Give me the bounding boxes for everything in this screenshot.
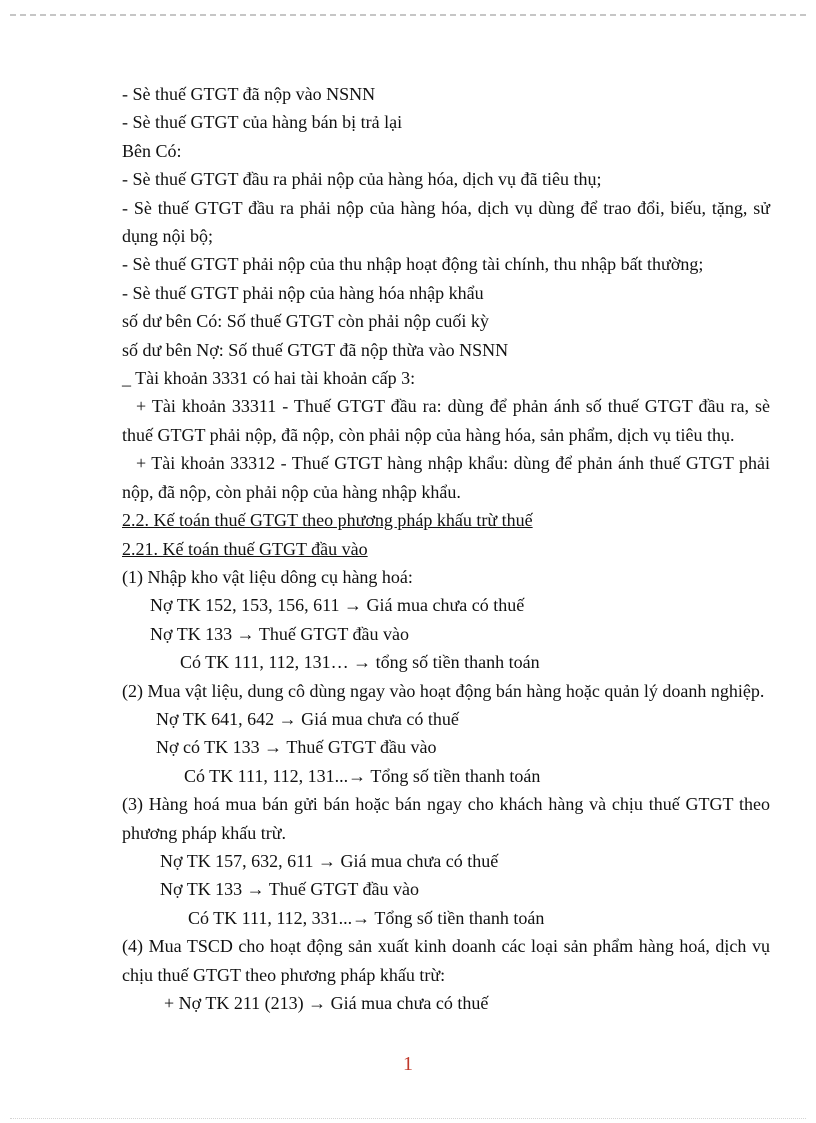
- text-paragraph: (4) Mua TSCD cho hoạt động sản xuất kinh doanh các loại sản phẩm hàng hoá, dịch vụ chịu thuế GTGT theo phương pháp khấu trừ:: [122, 936, 770, 985]
- journal-entry: Nợ TK 641, 642 → Giá mua chưa có thuế: [156, 708, 459, 729]
- text-paragraph: (2) Mua vật liệu, dung cô dùng ngay vào hoạt động bán hàng hoặc quản lý doanh nghiệp.: [122, 680, 765, 701]
- text-line: - Sè thuế GTGT đầu ra phải nộp của hàng hóa, dịch vụ đã tiêu thụ;: [122, 169, 602, 190]
- page-border-top: [10, 14, 806, 16]
- text-line: số dư bên Nợ: Số thuế GTGT đã nộp thừa vào NSNN: [122, 339, 509, 360]
- text-line: - Sè thuế GTGT phải nộp của hàng hóa nhập khẩu: [122, 282, 484, 303]
- journal-entry: Nợ TK 133 → Thuế GTGT đầu vào: [160, 879, 419, 900]
- journal-entry: + Nợ TK 211 (213) → Giá mua chưa có thuế: [164, 993, 489, 1013]
- text-line: Bên Có:: [122, 140, 182, 161]
- journal-entry: Nợ TK 157, 632, 611 → Giá mua chưa có thuế: [160, 850, 499, 871]
- page-border-bottom: [10, 1118, 806, 1119]
- journal-entry: Có TK 111, 112, 131...→ Tổng số tiền thanh toán: [184, 765, 541, 786]
- section-heading: 2.2. Kế toán thuế GTGT theo phương pháp khấu trừ thuế: [122, 510, 533, 531]
- journal-entry: Nợ có TK 133 → Thuế GTGT đầu vào: [156, 737, 437, 758]
- journal-entry: Có TK 111, 112, 131… → tổng số tiền thanh toán: [180, 652, 540, 673]
- document-body: [122, 80, 770, 1017]
- text-line: (1) Nhập kho vật liệu dông cụ hàng hoá:: [122, 566, 413, 587]
- subsection-heading: 2.21. Kế toán thuế GTGT đầu vào: [122, 538, 368, 559]
- journal-entry: Có TK 111, 112, 331...→ Tổng số tiền thanh toán: [188, 907, 545, 928]
- text-paragraph: - Sè thuế GTGT đầu ra phải nộp của hàng hóa, dịch vụ dùng để trao đổi, biếu, tặng, sử dụng nội bộ;: [122, 197, 770, 247]
- text-line: - Sè thuế GTGT đã nộp vào NSNN: [122, 84, 376, 104]
- text-line: - Sè thuế GTGT của hàng bán bị trả lại: [122, 112, 403, 133]
- text-line: số dư bên Có: Số thuế GTGT còn phải nộp cuối kỳ: [122, 311, 489, 332]
- text-line: - Sè thuế GTGT phải nộp của thu nhập hoạt động tài chính, thu nhập bất thường;: [122, 254, 704, 275]
- page-number: 1: [403, 1053, 413, 1075]
- text-paragraph: + Tài khoản 33311 - Thuế GTGT đầu ra: dùng để phản ánh số thuế GTGT đầu ra, sè thuế GTGT phải nộp, đã nộp, còn phải nộp của hàng hóa, sản phẩm, dịch vụ tiêu thụ.: [122, 396, 770, 445]
- journal-entry: Nợ TK 133 → Thuế GTGT đầu vào: [150, 623, 409, 644]
- text-line: _ Tài khoản 3331 có hai tài khoản cấp 3:: [122, 368, 416, 389]
- text-paragraph: + Tài khoản 33312 - Thuế GTGT hàng nhập khẩu: dùng để phản ánh thuế GTGT phải nộp, đã nộp, còn phải nộp của hàng nhập khẩu.: [122, 453, 770, 502]
- journal-entry: Nợ TK 152, 153, 156, 611 → Giá mua chưa có thuế: [150, 595, 525, 616]
- text-paragraph: (3) Hàng hoá mua bán gửi bán hoặc bán ngay cho khách hàng và chịu thuế GTGT theo phương pháp khấu trừ.: [122, 794, 770, 843]
